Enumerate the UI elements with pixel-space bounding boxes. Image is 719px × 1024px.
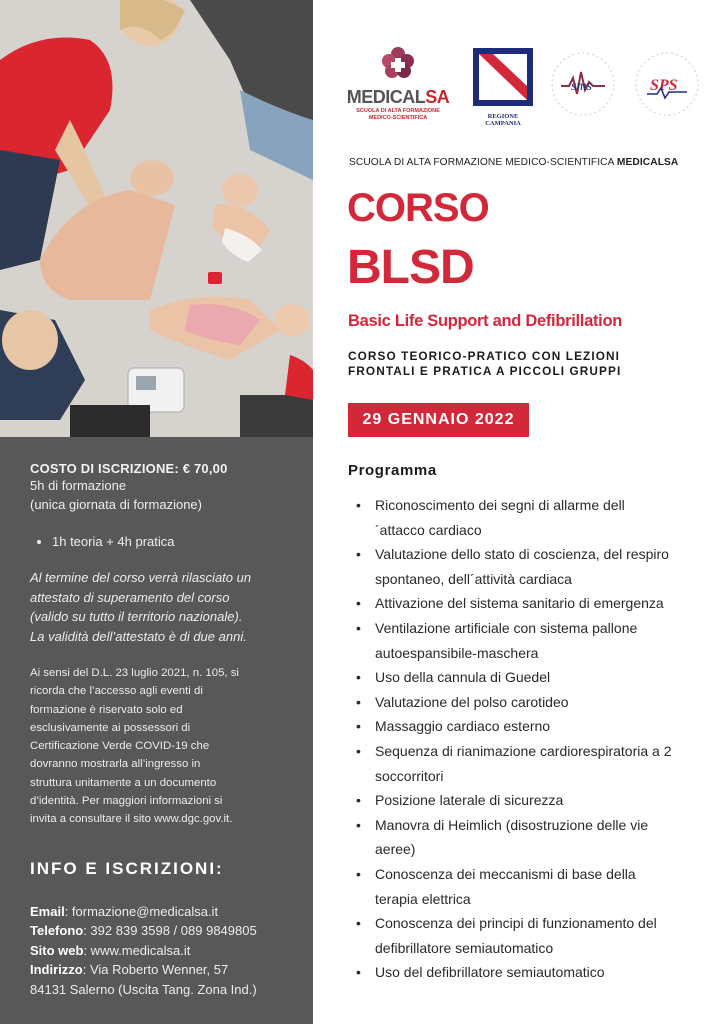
notice-line: dovranno mostrarla all’ingresso in bbox=[30, 758, 201, 771]
certificate-note bbox=[30, 568, 289, 646]
website-link[interactable]: : www.medicalsa.it bbox=[83, 942, 191, 958]
medicalsa-wordmark bbox=[345, 87, 451, 108]
program-item bbox=[356, 862, 696, 911]
hours-label: 5h di formazione bbox=[30, 478, 127, 493]
scuola-medica-seal-icon bbox=[549, 50, 617, 118]
notice-line: formazione è riservato solo ed bbox=[30, 703, 183, 716]
sps-professioni-sanitarie-logo bbox=[633, 50, 701, 118]
program-title: Programma bbox=[348, 462, 437, 479]
program-item-line: aeree) bbox=[375, 841, 416, 858]
svg-text:SPS: SPS bbox=[650, 77, 678, 94]
campania-crest-icon bbox=[473, 48, 533, 106]
program-item-line: • Uso del defibrillatore semiautomatico bbox=[375, 964, 605, 981]
medicalsa-subtitle-2: MEDICO-SCIENTIFICA bbox=[368, 114, 428, 121]
campania-label: REGIONE CAMPANIA bbox=[485, 113, 521, 127]
cpr-training-illustration bbox=[0, 0, 313, 437]
program-item bbox=[356, 616, 696, 665]
tagline-line: CORSO TEORICO-PRATICO CON LEZIONI bbox=[348, 349, 621, 363]
address-line-2: 84131 Salerno (Uscita Tang. Zona Ind.) bbox=[30, 981, 257, 997]
notice-line: d’identità. Per maggiori informazioni si bbox=[30, 795, 223, 808]
info-title: INFO E ISCRIZIONI: bbox=[30, 858, 224, 878]
certificate-note-line: (valido su tutto il territorio nazionale). bbox=[30, 609, 243, 624]
notice-line: invita a consultare il sito www.dgc.gov.it. bbox=[30, 813, 233, 826]
hours-breakdown-item: • 1h teoria + 4h pratica bbox=[52, 532, 289, 551]
program-item-line: ´attacco cardiaco bbox=[375, 521, 482, 538]
program-item-line: terapia elettrica bbox=[375, 890, 471, 907]
program-list bbox=[356, 493, 696, 985]
medicalsa-wordmark-suffix: SA bbox=[425, 87, 450, 107]
partner-logos bbox=[345, 40, 705, 130]
address-label: Indirizzo bbox=[30, 962, 83, 978]
notice-line: Ai sensi del D.L. 23 luglio 2021, n. 105, si bbox=[30, 667, 239, 679]
email-value[interactable]: : formazione@medicalsa.it bbox=[64, 903, 219, 919]
email-row bbox=[30, 902, 289, 922]
program-item bbox=[356, 960, 696, 985]
program-item bbox=[356, 813, 696, 862]
program-item bbox=[356, 714, 696, 739]
course-subtitle: Basic Life Support and Defibrillation bbox=[348, 312, 623, 330]
phone-row bbox=[30, 921, 289, 941]
program-item-line: spontaneo, dell´attività cardiaca bbox=[375, 570, 572, 587]
certificate-note-line: attestato di superamento del corso bbox=[30, 589, 230, 605]
sps-seal-icon bbox=[633, 50, 701, 118]
program-item bbox=[356, 493, 696, 542]
phone-label: Telefono bbox=[30, 923, 84, 939]
program-item bbox=[356, 911, 696, 960]
course-title-line-1: CORSO bbox=[347, 186, 489, 230]
program-item-line: • Ventilazione artificiale con sistema pallone bbox=[375, 619, 638, 636]
medicalsa-flower-icon bbox=[378, 46, 418, 80]
green-pass-notice bbox=[30, 664, 289, 829]
notice-line: ricorda che l’accesso agli eventi di bbox=[30, 685, 203, 698]
program-item-line: • Valutazione dello stato di coscienza, del respiro bbox=[375, 546, 669, 563]
course-tagline bbox=[348, 349, 621, 379]
program-item-line: defibrillatore semiautomatico bbox=[375, 939, 554, 956]
medicalsa-logo bbox=[345, 46, 451, 126]
program-item-line: • Riconoscimento dei segni di allarme dell bbox=[375, 497, 625, 513]
program-item-line: soccorritori bbox=[375, 767, 444, 784]
program-item-line: • Sequenza di rianimazione cardiorespiratoria a 2 bbox=[375, 742, 672, 759]
svg-text:sms: sms bbox=[571, 79, 593, 94]
cpr-training-photo bbox=[0, 0, 313, 437]
course-title-line-2: BLSD bbox=[347, 241, 474, 294]
medicalsa-wordmark-prefix: MEDICAL bbox=[346, 87, 426, 107]
website-row bbox=[30, 941, 289, 961]
program-item bbox=[356, 542, 696, 591]
program-item-line: • Conoscenza dei meccanismi di base della bbox=[375, 865, 636, 882]
program-item bbox=[356, 665, 696, 690]
regione-campania-logo bbox=[470, 48, 536, 127]
info-sidebar bbox=[0, 437, 313, 1024]
program-item bbox=[356, 788, 696, 813]
date-badge: 29 GENNAIO 2022 bbox=[348, 403, 529, 437]
address-row bbox=[30, 960, 289, 980]
school-kicker-text: SCUOLA DI ALTA FORMAZIONE MEDICO-SCIENTIFICA bbox=[349, 157, 614, 168]
program-item-line: • Attivazione del sistema sanitario di emergenza bbox=[375, 595, 664, 612]
medicalsa-subtitle-1: SCUOLA DI ALTA FORMAZIONE bbox=[356, 108, 440, 114]
certificate-note-line: La validità dell’attestato è di due anni. bbox=[30, 628, 247, 644]
program-item-line: • Conoscenza dei principi di funzionamento del bbox=[375, 915, 657, 932]
tagline-line: FRONTALI E PRATICA A PICCOLI GRUPPI bbox=[348, 364, 622, 378]
program-item-line: • Posizione laterale di sicurezza bbox=[375, 792, 564, 809]
program-item bbox=[356, 690, 696, 715]
school-kicker bbox=[349, 157, 678, 168]
program-item-line: • Massaggio cardiaco esterno bbox=[375, 718, 551, 735]
school-kicker-brand: MEDICALSA bbox=[616, 157, 679, 168]
notice-line: struttura unitamente a un documento bbox=[30, 776, 217, 789]
email-label: Email bbox=[30, 903, 65, 919]
notice-line: Certificazione Verde COVID-19 che bbox=[30, 740, 210, 753]
program-item-line: autoespansibile-maschera bbox=[375, 644, 539, 661]
website-label: Sito web bbox=[30, 942, 84, 958]
hours-breakdown-list bbox=[52, 532, 289, 551]
scuola-medica-salernitana-logo bbox=[549, 50, 617, 118]
program-item-line: • Uso della cannula di Guedel bbox=[375, 669, 551, 686]
single-day-label: (unica giornata di formazione) bbox=[30, 497, 202, 512]
program-item bbox=[356, 739, 696, 788]
program-item-line: • Manovra di Heimlich (disostruzione delle vie bbox=[375, 816, 649, 833]
contacts-block bbox=[30, 902, 289, 1000]
program-item bbox=[356, 591, 696, 616]
phone-value[interactable]: : 392 839 3598 / 089 9849805 bbox=[83, 923, 257, 939]
notice-line: esclusivamente ai possessori di bbox=[30, 721, 191, 734]
certificate-note-line: Al termine del corso verrà rilasciato un bbox=[30, 570, 252, 585]
address-value: : Via Roberto Wenner, 57 bbox=[82, 962, 229, 978]
cost-label: COSTO DI ISCRIZIONE: € 70,00 bbox=[30, 461, 228, 476]
program-item-line: • Valutazione del polso carotideo bbox=[375, 693, 569, 710]
